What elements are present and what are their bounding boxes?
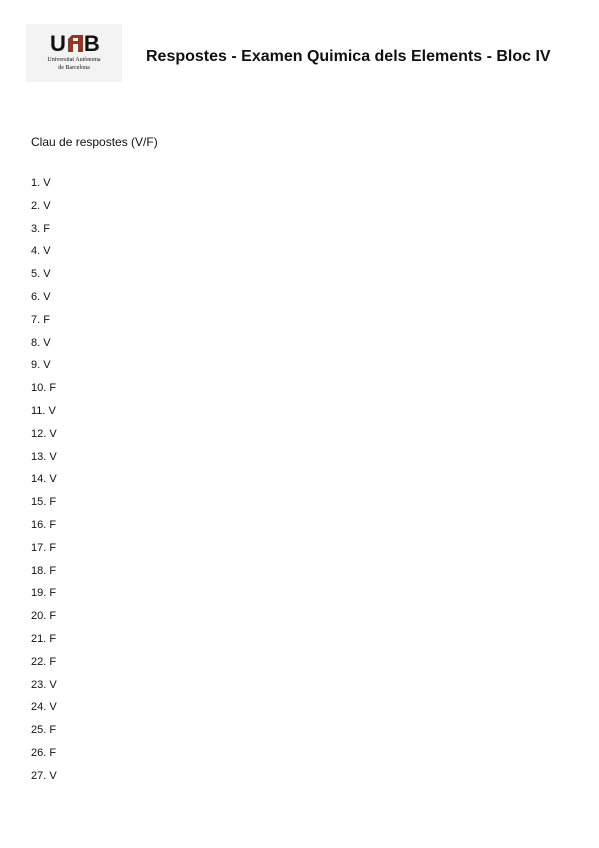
answer-item: 20. F	[31, 610, 57, 623]
answer-item: 6. V	[31, 290, 51, 303]
answer-item: 24. V	[31, 701, 57, 714]
answer-item: 9. V	[31, 359, 51, 372]
answer-item: 13. V	[31, 450, 57, 463]
answer-item: 7. F	[31, 313, 50, 326]
answer-item: 10. F	[31, 382, 57, 395]
answer-item: 22. F	[31, 655, 57, 668]
answer-item: 26. F	[31, 746, 57, 759]
document-title: Respostes - Examen Quimica dels Elements - Bloc IV	[146, 48, 551, 65]
logo-letter-b: B	[83, 31, 101, 56]
answer-item: 23. V	[31, 678, 57, 691]
logo-letter-u: U	[50, 31, 67, 56]
answer-item: 16. F	[31, 518, 57, 531]
logo-line-2: de Barcelona	[58, 65, 90, 71]
answer-item: 1. V	[31, 177, 51, 189]
logo-a-glyph-icon	[68, 35, 83, 52]
answer-item: 27. V	[31, 769, 57, 782]
answer-item: 21. F	[31, 632, 57, 645]
university-logo	[26, 24, 122, 82]
answer-item: 15. F	[31, 496, 57, 509]
answer-item: 5. V	[31, 268, 51, 281]
answer-item: 25. F	[31, 724, 57, 737]
answer-item: 8. V	[31, 336, 51, 349]
answer-item: 14. V	[31, 473, 57, 486]
answer-item: 17. F	[31, 541, 57, 554]
answer-item: 19. F	[31, 587, 57, 600]
section-heading: Clau de respostes (V/F)	[31, 135, 158, 149]
answer-list	[31, 176, 57, 792]
logo-line-1: Universitat Autònoma	[47, 57, 101, 63]
answer-item: 11. V	[31, 404, 56, 417]
logo-mark	[50, 31, 101, 56]
answer-item: 18. F	[31, 564, 57, 577]
answer-item: 3. F	[31, 222, 50, 235]
answer-item: 4. V	[31, 245, 51, 258]
answer-item: 2. V	[31, 199, 51, 212]
answer-item: 12. V	[31, 427, 57, 440]
